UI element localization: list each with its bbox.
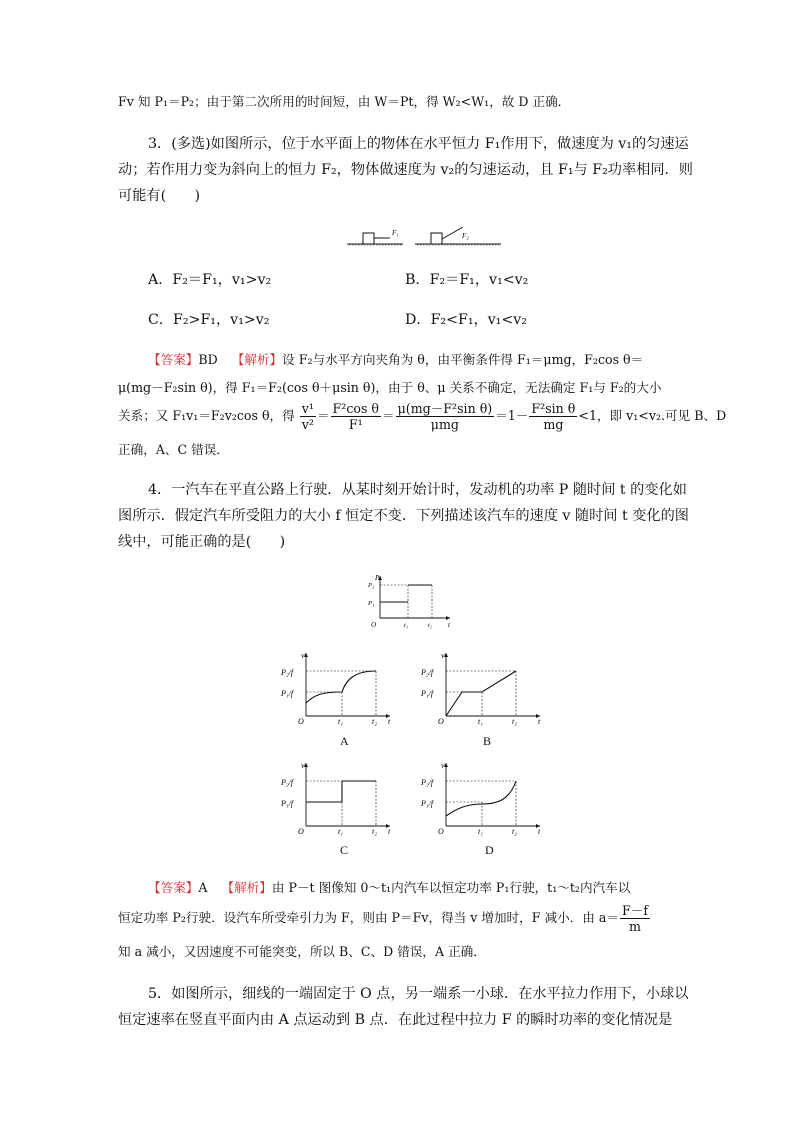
frac-sin-num: F²sin θ	[531, 401, 576, 416]
vt-a-ylabel: v	[301, 651, 305, 660]
vt-a-y1: P₁/f	[281, 689, 294, 698]
v-t-graph-c	[280, 760, 395, 838]
vt-a-y2: P₂/f	[281, 668, 294, 677]
vt-a-t1: t₁	[338, 717, 344, 726]
q3-option-c: C．F₂>F₁，v₁>v₂	[148, 312, 270, 328]
q4-analysis-2	[118, 902, 651, 934]
frac-a-den: m	[629, 919, 641, 934]
frac-v-num: v¹	[301, 401, 314, 416]
q3-stem-line2: 动；若作用力变为斜向上的恒力 F₂，物体做速度为 v₂的匀速运动，且 F₁与 F₂功率相同．则	[118, 162, 693, 178]
q3-answer: BD	[198, 352, 218, 367]
block-1	[363, 233, 374, 244]
vt-d-curve	[446, 781, 516, 816]
pt-p1: P₁	[368, 600, 375, 607]
vt-b-xlabel: t	[538, 717, 541, 726]
frac-f	[331, 401, 381, 432]
vt-b-ylabel: v	[441, 651, 445, 660]
pt-p2: P₂	[368, 582, 375, 589]
vt-d-ylabel: v	[441, 761, 445, 770]
caption-c: C	[340, 843, 349, 857]
caption-d: D	[485, 843, 494, 857]
frac-mu	[396, 401, 495, 432]
pt-t2: t₂	[428, 622, 433, 629]
vt-c-y1: P₁/f	[281, 799, 294, 808]
analysis-tag: 【解析】	[221, 880, 272, 895]
v-t-graph-b	[420, 650, 545, 728]
frac-a	[620, 903, 650, 934]
vt-c-ylabel: v	[301, 761, 305, 770]
vt-a-xlabel: t	[388, 717, 391, 726]
answer-tag: 【答案】	[148, 352, 199, 367]
q3-analysis-1: 设 F₂与水平方向夹角为 θ，由平衡条件得 F₁＝μmg，F₂cos θ＝	[282, 352, 644, 367]
force-f2-arrow	[442, 227, 463, 239]
eq-sign-2: ＝	[382, 408, 395, 423]
frac-f-den: F¹	[348, 417, 363, 432]
vt-b-y2: P₂/f	[421, 668, 434, 677]
one-minus: ＝1－	[495, 408, 529, 423]
q5-stem-line1: 5．如图所示，细线的一端固定于 O 点，另一端系一小球．在水平拉力作用下，小球以	[148, 986, 689, 1002]
q3-analysis-2: μ(mg－F₂sin θ)，得 F₁＝F₂(cos θ＋μsin θ)，由于 θ、μ 关系不确定，无法确定 F₁与 F₂的大小	[118, 380, 662, 395]
analysis-tag: 【解析】	[231, 352, 283, 367]
q4-analysis-1: 由 P－t 图像知 0～t₁内汽车以恒定功率 P₁行驶，t₁～t₂内汽车以	[271, 880, 631, 895]
vt-a-curve	[306, 671, 376, 703]
caption-b: B	[483, 734, 492, 748]
pt-origin: O	[371, 621, 377, 629]
answer-tag: 【答案】	[148, 880, 199, 895]
frac-sin	[529, 401, 577, 432]
pt-ylabel: P	[375, 574, 380, 582]
vt-c-y2: P₂/f	[281, 778, 294, 787]
frac-mu-den: μmg	[430, 417, 459, 432]
frac-v-den: v²	[301, 417, 314, 432]
vt-c-xlabel: t	[388, 827, 391, 836]
q4-answer-line	[148, 878, 630, 898]
q3-option-a: A．F₂＝F₁，v₁>v₂	[148, 272, 272, 288]
vt-c-t1: t₁	[338, 827, 344, 836]
ground-left	[347, 244, 403, 245]
continued-text: Fv 知 P₁＝P₂；由于第二次所用的时间短，由 W＝Pt，得 W₂<W₁，故 D 正确．	[118, 94, 571, 109]
frac-sin-den: mg	[543, 417, 564, 432]
vt-c-t2: t₂	[372, 827, 378, 836]
f2-label: F₂	[462, 232, 469, 240]
v-t-graph-a	[280, 650, 395, 728]
q5-stem-line2: 恒定速率在竖直平面内由 A 点运动到 B 点．在此过程中拉力 F 的瞬时功率的变化情况是	[118, 1012, 673, 1028]
q4-stem-line2: 图所示．假定汽车所受阻力的大小 f 恒定不变．下列描述该汽车的速度 v 随时间 t 变化的图	[118, 508, 689, 524]
vt-b-curve	[446, 671, 516, 716]
q3-answer-line	[148, 350, 643, 370]
vt-d-y2: P₂/f	[421, 778, 434, 787]
q4-analysis-2-pre: 恒定功率 P₂行驶．设汽车所受牵引力为 F，则由 P＝Fv，得当 v 增加时，F 减小．由 a＝	[118, 910, 619, 925]
q3-analysis-3-pre: 关系；又 F₁v₁＝F₂v₂cos θ，得	[118, 408, 295, 423]
frac-v	[300, 401, 316, 432]
ground-right	[415, 244, 501, 245]
frac-f-num: F²cos θ	[332, 401, 380, 416]
frac-mu-num: μ(mg－F²sin θ)	[397, 401, 493, 416]
q4-answer: A	[198, 880, 208, 895]
p-t-graph	[368, 572, 458, 632]
frac-a-num: F－f	[621, 903, 648, 918]
q3-option-b: B．F₂＝F₁，v₁<v₂	[405, 272, 529, 288]
q3-stem-line3: 可能有( )	[118, 188, 201, 204]
caption-a: A	[340, 734, 349, 748]
vt-b-y1: P₁/f	[421, 689, 434, 698]
q3-figure	[345, 224, 505, 250]
q4-analysis-3: 知 a 减小，又因速度不可能突变，所以 B、C、D 错误，A 正确．	[118, 944, 486, 959]
vt-d-origin: O	[438, 827, 444, 836]
q3-analysis-4: 正确，A、C 错误．	[118, 442, 229, 457]
vt-b-t1: t₁	[478, 717, 484, 726]
q4-stem-line3: 线中，可能正确的是( )	[118, 534, 286, 550]
q3-analysis-3	[118, 400, 726, 432]
vt-a-origin: O	[298, 717, 304, 726]
vt-c-curve	[306, 781, 376, 802]
q3-stem-line1: 3．(多选)如图所示，位于水平面上的物体在水平恒力 F₁作用下，做速度为 v₁的匀速运	[148, 136, 689, 152]
v-t-graph-d	[420, 760, 545, 838]
q4-stem-line1: 4．一汽车在平直公路上行驶．从某时刻开始计时，发动机的功率 P 随时间 t 的变化如	[148, 482, 687, 498]
pt-t1: t₁	[404, 622, 409, 629]
vt-d-t2: t₂	[512, 827, 518, 836]
vt-d-xlabel: t	[538, 827, 541, 836]
vt-a-t2: t₂	[372, 717, 378, 726]
eq-sign-1: ＝	[316, 408, 330, 423]
pt-xlabel: t	[448, 621, 450, 629]
q3-option-d: D．F₂<F₁，v₁<v₂	[405, 312, 527, 328]
vt-b-origin: O	[438, 717, 444, 726]
vt-d-t1: t₁	[478, 827, 484, 836]
vt-d-y1: P₁/f	[421, 799, 434, 808]
vt-b-t2: t₂	[512, 717, 518, 726]
block-2	[431, 233, 442, 244]
vt-c-origin: O	[298, 827, 304, 836]
q3-analysis-3-post: <1，即 v₁<v₂.可见 B、D	[578, 408, 727, 423]
f1-label: F₁	[392, 229, 399, 237]
